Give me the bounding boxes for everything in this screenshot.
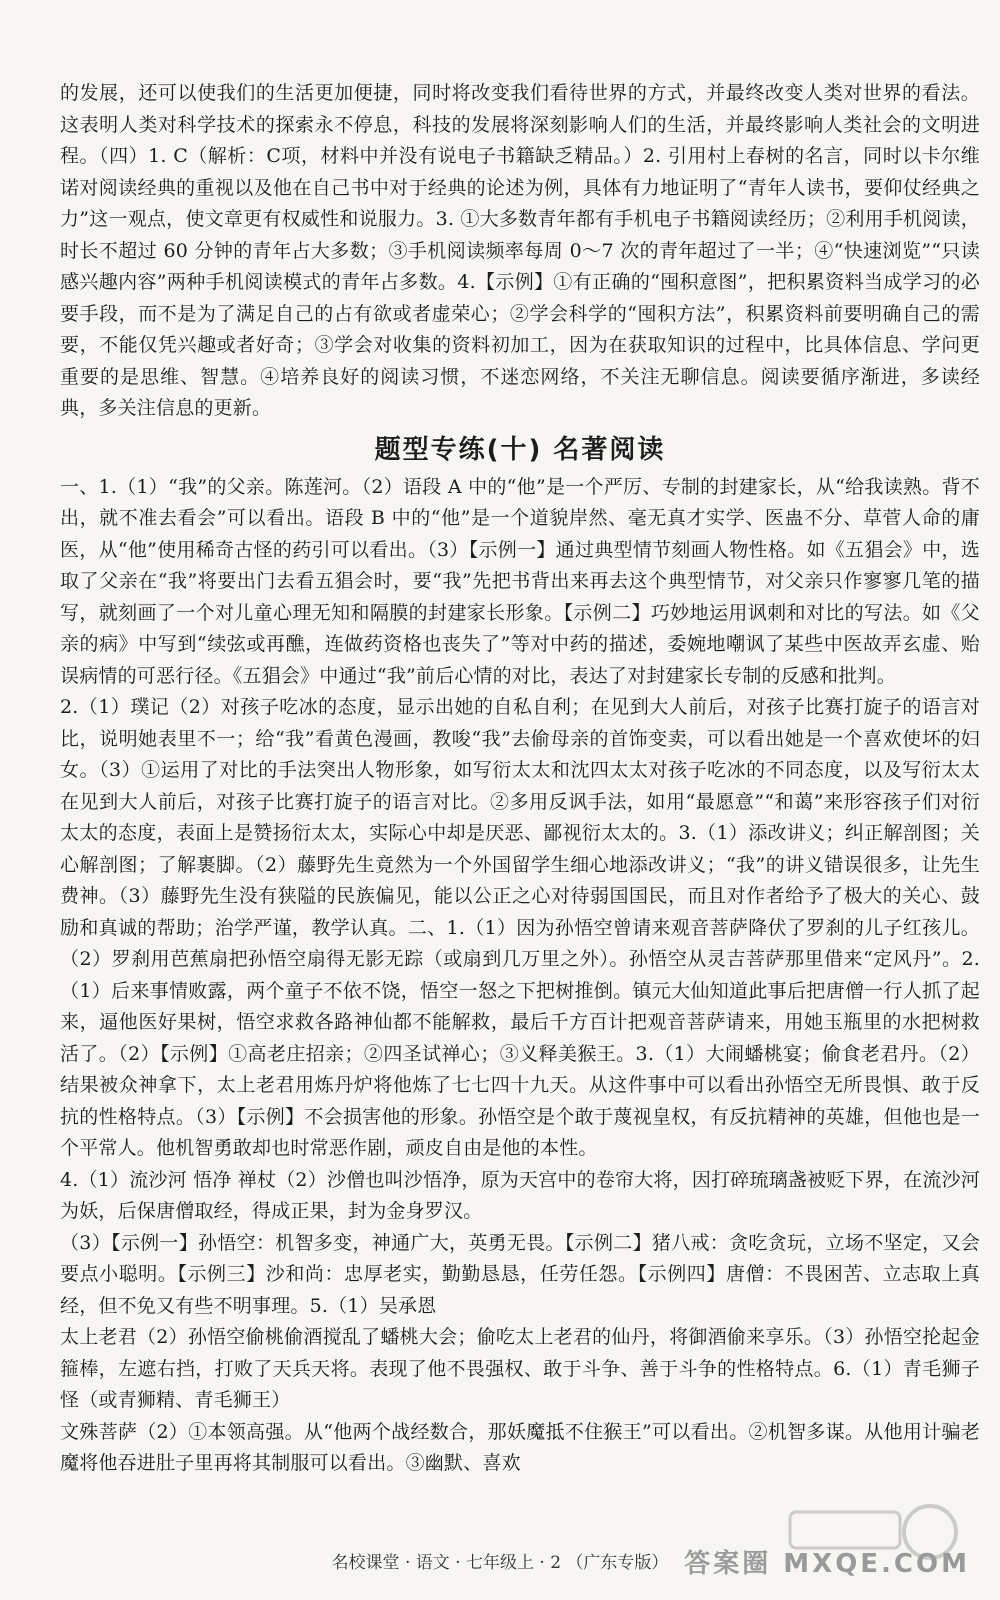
watermark-text: 答案圈 MXQE.COM (684, 1549, 970, 1579)
paragraph-1: 一、1.（1）“我”的父亲。陈莲河。（2）语段 A 中的“他”是一个严厉、专制的封建家长，从“给我读熟。背不出，就不准去看会”可以看出。语段 B 中的“他”是一个道貌岸然、毫无真才实学、医蛊不分、草菅人命的庸医，从“他”使用稀奇古怪的药引可以看出。（3）【示例一】通过典型情节刻画人物性格。如《五猖会》中，选取了父亲在“我”将要出门去看五猖会时，要“我”先把书背出来再去这个典型情节，对父亲只作寥寥几笔的描写，就刻画了一个对儿童心理无知和隔膜的封建家长形象。【示例二】巧妙地运用讽刺和对比的写法。如《父亲的病》中写到“续弦或再醮，连做药资格也丧失了”等对中药的描述，委婉地嘲讽了某些中医故弄玄虚、贻误病情的可恶行径。《五猖会》中通过“我”前后心情的对比，表达了对封建家长专制的反感和批判。 (60, 475, 980, 687)
paragraph-4: （3）【示例一】孙悟空：机智多变，神通广大，英勇无畏。【示例二】猪八戒：贪吃贪玩，立场不坚定，又会要点小聪明。【示例三】沙和尚：忠厚老实，勤勤恳恳，任劳任怨。【示例四】唐僧：不畏困苦、立志取上真经，但不免又有些不明事理。5.（1）吴承恩 (60, 1231, 980, 1317)
paragraph-6: 文殊菩萨（2）①本领高强。从“他两个战经数合，那妖魔抵不住猴王”可以看出。②机智多谋。从他用计骗老魔将他吞进肚子里再将其制服可以看出。③幽默、喜欢 (60, 1420, 980, 1474)
section-title: 题型专练(十) 名著阅读 (374, 434, 666, 465)
page-footer: 名校课堂 · 语文 · 七年级上 · 2 （广东专版） (331, 1553, 669, 1573)
paragraph-5: 太上老君（2）孙悟空偷桃偷酒搅乱了蟠桃大会；偷吃太上老君的仙丹，将御酒偷来享乐。（3）孙悟空抡起金箍棒，左遮右挡，打败了天兵天将。表现了他不畏强权、敢于斗争、善于斗争的性格特点。6.（1）青毛狮子怪（或青狮精、青毛狮王） (60, 1326, 980, 1411)
intro-paragraph: 的发展，还可以使我们的生活更加便捷，同时将改变我们看待世界的方式，并最终改变人类对世界的看法。这表明人类对科学技术的探索永不停息，科技的发展将深刻影响人们的生活，并最终影响人类社会的文明进程。（四）1. C（解析：C项，材料中并没有说电子书籍缺乏精品。）2. 引用村上春树的名言，同时以卡尔维诺对阅读经典的重视以及他在自己书中对于经典的论述为例，具体有力地证明了“青年人读书，要仰仗经典之力”这一观点，使文章更有权威性和说服力。3. ①大多数青年都有手机电子书籍阅读经历；②利用手机阅读，时长不超过 60 分钟的青年占大多数；③手机阅读频率每周 0～7 次的青年超过了一半；④“快速浏览”“只读感兴趣内容”两种手机阅读模式的青年占多数。4.【示例】①有正确的“囤积意图”，把积累资料当成学习的必要手段，而不是为了满足自己的占有欲或者虚荣心；②学会科学的“囤积方法”，积累资料前要明确自己的需要，不能仅凭兴趣或者好奇；③学会对收集的资料初加工，因为在获取知识的过程中，比具体信息、学问更重要的是思维、智慧。④培养良好的阅读习惯，不迷恋网络，不关注无聊信息。阅读要循序渐进，多读经典，多关注信息的更新。 (60, 82, 980, 419)
paragraph-2: 2.（1）璞记（2）对孩子吃冰的态度，显示出她的自私自利；在见到大人前后，对孩子比赛打旋子的语言对比，说明她表里不一；给“我”看黄色漫画，教唆“我”去偷母亲的首饰变卖，可以看出她是一个喜欢使坏的妇女。（3）①运用了对比的手法突出人物形象，如写衍太太和沈四太太对孩子吃冰的不同态度，以及写衍太太在见到大人前后，对孩子比赛打旋子的语言对比。②多用反讽手法，如用“最愿意”“和蔼”来形容孩子们对衍太太的态度，表面上是赞扬衍太太，实际心中却是厌恶、鄙视衍太太的。3.（1）添改讲义；纠正解剖图；关心解剖图；了解裹脚。（2）藤野先生竟然为一个外国留学生细心地添改讲义；“我”的讲义错误很多，让先生费神。（3）藤野先生没有狭隘的民族偏见，能以公正之心对待弱国国民，而且对作者给予了极大的关心、鼓励和真诚的帮助；治学严谨，教学认真。二、1.（1）因为孙悟空曾请来观音菩萨降伏了罗刹的儿子红孩儿。（2）罗刹用芭蕉扇把孙悟空扇得无影无踪（或扇到几万里之外）。孙悟空从灵吉菩萨那里借来“定风丹”。2.（1）后来事情败露，两个童子不依不饶，悟空一怒之下把树推倒。镇元大仙知道此事后把唐僧一行人抓了起来，逼他医好果树，悟空求救各路神仙都不能解救，最后千方百计把观音菩萨请来，用她玉瓶里的水把树救活了。（2）【示例】①高老庄招亲；②四圣试禅心；③义释美猴王。3.（1）大闹蟠桃宴；偷食老君丹。（2）结果被众神拿下，太上老君用炼丹炉将他炼了七七四十九天。从这件事中可以看出孙悟空无所畏惧、敢于反抗的性格特点。（3）【示例】不会损害他的形象。孙悟空是个敢于蔑视皇权，有反抗精神的英雄，但他也是一个平常人。他机智勇敢却也时常恶作剧，顽皮自由是他的本性。 (60, 696, 980, 1159)
paragraph-3: 4.（1）流沙河 悟净 禅杖（2）沙僧也叫沙悟净，原为天宫中的卷帘大将，因打碎琉璃盏被贬下界，在流沙河为妖，后保唐僧取经，得成正果，封为金身罗汉。 (60, 1168, 980, 1222)
document-body (60, 78, 980, 1480)
